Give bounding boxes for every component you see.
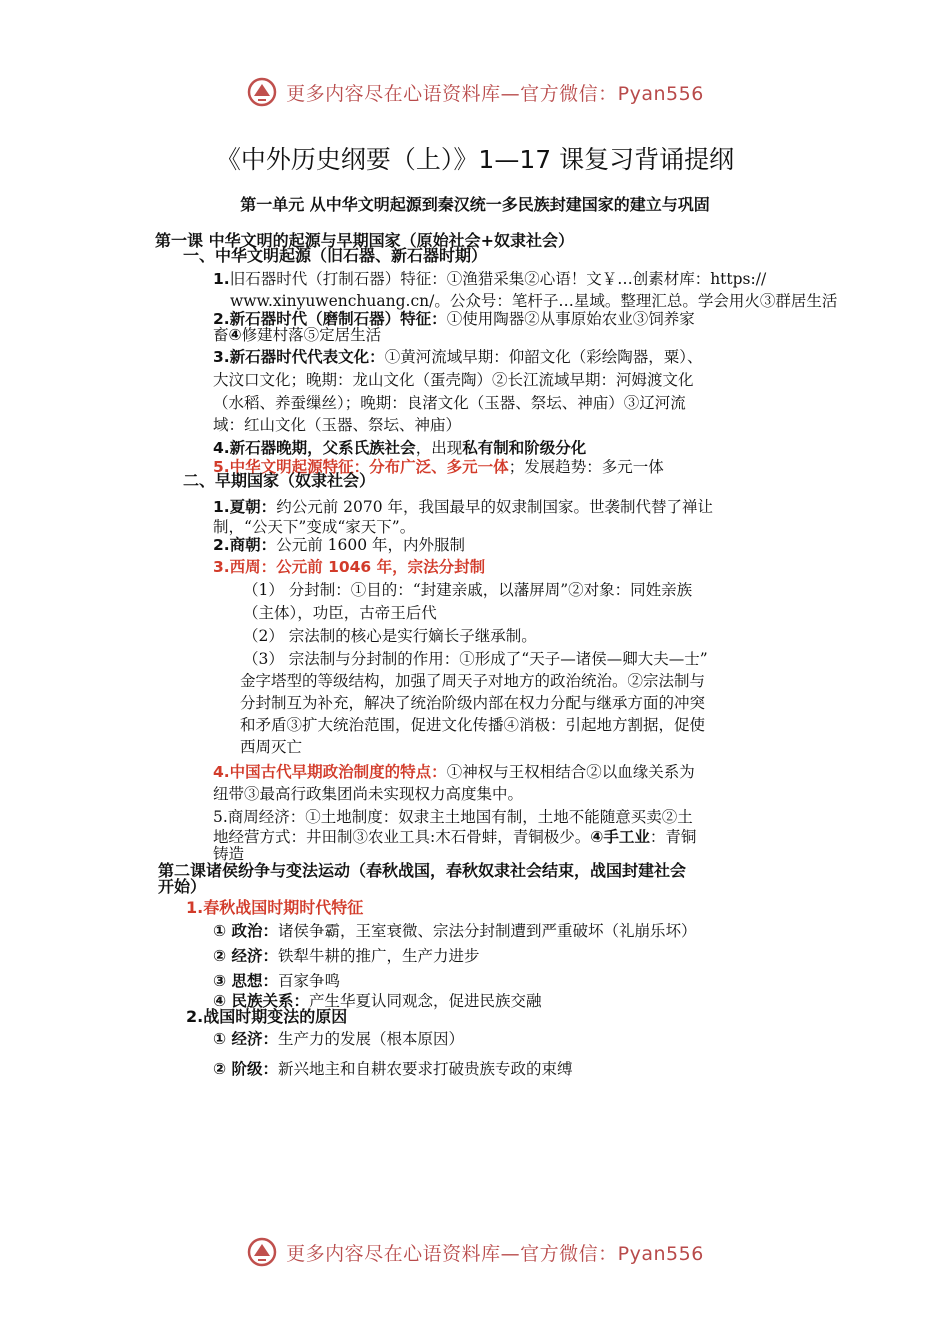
zhou-1-line1: （1） 分封制：①目的：“封建亲戚，以藩屏周”②对象：同姓亲族 xyxy=(243,581,693,599)
lesson2-section1: 1.春秋战国时期时代特征 xyxy=(186,898,364,917)
economy-line2: 地经营方式：井田制③农业工具:木石骨蚌，青铜极少。④手工业：青铜 xyxy=(213,828,697,846)
lesson2-heading-line2: 开始） xyxy=(158,877,207,896)
brand-logo-icon xyxy=(246,1236,278,1268)
zhou-3-line1: （3） 宗法制与分封制的作用：①形成了“天子—诸侯—卿大夫—士” xyxy=(243,650,708,668)
economy-line1: 5.商周经济：①土地制度：奴隶主土地国有制，土地不能随意买卖②土 xyxy=(213,808,693,826)
lesson1-p5: 5.中华文明起源特征：分布广泛、多元一体；发展趋势：多元一体 xyxy=(213,458,664,476)
lesson1-p1-line2: www.xinyuwenchuang.cn/。公众号：笔杆子…星域。整理汇总。学会用火③群居生活 xyxy=(230,292,838,310)
zhou-3-line3: 分封制互为补充，解决了统治阶级内部在权力分配与继承方面的冲突 xyxy=(240,694,706,712)
footer-brand-text: 更多内容尽在心语资料库—官方微信：Pyan556 xyxy=(286,1242,704,1265)
reform-economy: ① 经济：生产力的发展（根本原因） xyxy=(213,1030,465,1048)
economy-line3: 铸造 xyxy=(213,845,245,863)
lesson2-section2: 2.战国时期变法的原因 xyxy=(186,1007,348,1026)
spring-autumn-economy: ② 经济：铁犁牛耕的推广，生产力进步 xyxy=(213,947,480,965)
lesson1-p2-line1: 2.新石器时代（磨制石器）特征：①使用陶器②从事原始农业③饲养家 xyxy=(213,310,695,328)
lesson1-p3-line1: 3.新石器时代代表文化：①黄河流域早期：仰韶文化（彩绘陶器，粟）、 xyxy=(213,348,703,366)
zhou-heading: 3.西周：公元前 1046 年，宗法分封制 xyxy=(213,558,486,576)
zhou-1-line2: （主体），功臣，古帝王后代 xyxy=(243,604,437,622)
spring-autumn-ethnic: ④ 民族关系：产生华夏认同观念，促进民族交融 xyxy=(213,992,542,1010)
lesson1-p3-line3: （水稻、养蚕缫丝）；晚期：良渚文化（玉器、祭坛、神庙）③辽河流 xyxy=(213,394,686,412)
zhou-3-line2: 金字塔型的等级结构，加强了周天子对地方的政治统治。②宗法制与 xyxy=(240,672,706,690)
spring-autumn-thought: ③ 思想：百家争鸣 xyxy=(213,972,341,990)
lesson2-heading-line1: 第二课诸侯纷争与变法运动（春秋战国，春秋奴隶社会结束，战国封建社会 xyxy=(158,861,687,880)
lesson1-p3-line2: 大汶口文化；晚期：龙山文化（蛋壳陶）②长江流域早期：河姆渡文化 xyxy=(213,371,694,389)
features-line1: 4.中国古代早期政治制度的特点：①神权与王权相结合②以血缘关系为 xyxy=(213,763,695,781)
features-line2: 纽带③最高行政集团尚未实现权力高度集中。 xyxy=(213,785,524,803)
lesson1-section2: 二、早期国家（奴隶社会） xyxy=(183,471,376,490)
spring-autumn-politics: ① 政治：诸侯争霸，王室衰微、宗法分封制遭到严重破坏（礼崩乐坏） xyxy=(213,922,697,940)
lesson1-p4: 4.新石器晚期，父系氏族社会，出现私有制和阶级分化 xyxy=(213,439,587,457)
lesson1-p3-line4: 域：红山文化（玉器、祭坛、神庙） xyxy=(213,416,462,434)
xia-line2: 制，“公天下”变成“家天下”。 xyxy=(213,518,416,536)
shang-line: 2.商朝：公元前 1600 年，内外服制 xyxy=(213,536,465,554)
header-watermark xyxy=(0,70,950,114)
footer-watermark xyxy=(0,1230,950,1274)
xia-line1: 1.夏朝：约公元前 2070 年，我国最早的奴隶制国家。世袭制代替了禅让 xyxy=(213,498,713,516)
zhou-3-line4: 和矛盾③扩大统治范围，促进文化传播④消极：引起地方割据，促使 xyxy=(240,716,706,734)
lesson1-p2-line2: 畜④修建村落⑤定居生活 xyxy=(213,326,382,344)
reform-class: ② 阶级：新兴地主和自耕农要求打破贵族专政的束缚 xyxy=(213,1060,573,1078)
header-brand-text: 更多内容尽在心语资料库—官方微信：Pyan556 xyxy=(286,82,704,105)
lesson1-section1: 一、中华文明起源（旧石器、新石器时期） xyxy=(183,246,488,265)
page-title: 《中外历史纲要（上）》1—17 课复习背诵提纲 xyxy=(215,145,735,174)
brand-logo-icon xyxy=(246,76,278,108)
zhou-2: （2） 宗法制的核心是实行嫡长子继承制。 xyxy=(243,627,537,645)
lesson1-p1-line1: 1.旧石器时代（打制石器）特征：①渔猎采集②心语！文￥…创素材库：https:// xyxy=(213,270,767,288)
unit-heading: 第一单元 从中华文明起源到秦汉统一多民族封建国家的建立与巩固 xyxy=(240,195,710,214)
lesson1-heading: 第一课 中华文明的起源与早期国家（原始社会+奴隶社会） xyxy=(155,231,574,250)
zhou-3-line5: 西周灭亡 xyxy=(240,738,303,756)
